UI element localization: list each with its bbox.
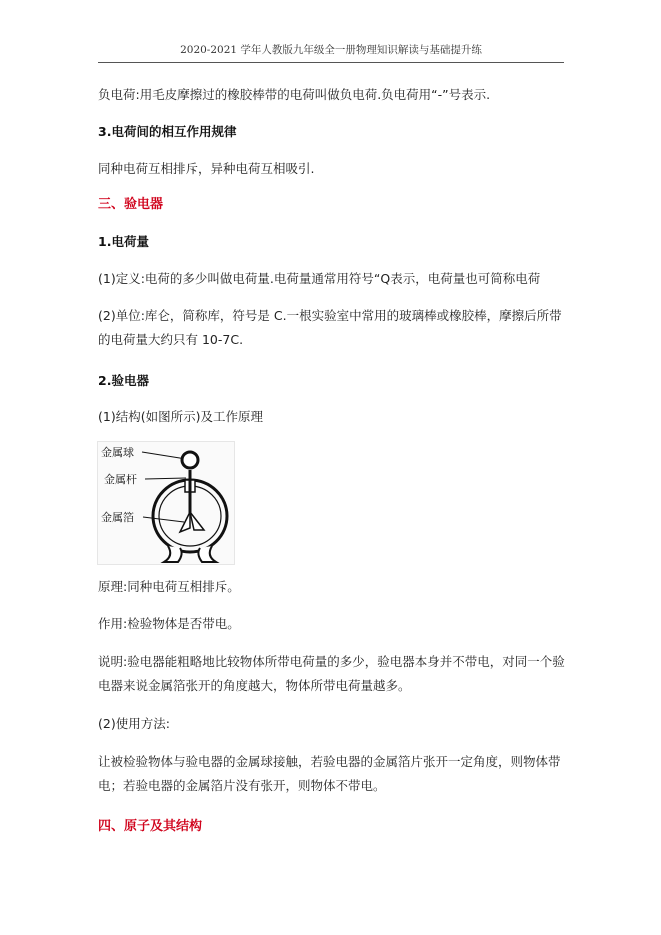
- charge-interaction-rule: 同种电荷互相排斥，异种电荷互相吸引.: [98, 161, 315, 176]
- metal-foil-right: [190, 512, 204, 530]
- section-four-title: 四、原子及其结构: [98, 819, 203, 834]
- electroscope-diagram: [98, 442, 234, 564]
- stand-left: [164, 546, 182, 562]
- heading-charge-quantity: 1.电荷量: [98, 234, 149, 249]
- stand-right: [198, 546, 216, 562]
- function-text: 作用:检验物体是否带电。: [98, 616, 240, 631]
- label-metal-ball: 金属球: [101, 446, 134, 459]
- principle-text: 原理:同种电荷互相排斥。: [98, 579, 240, 594]
- electroscope-structure: (1)结构(如图所示)及工作原理: [98, 409, 263, 424]
- charge-definition: (1)定义:电荷的多少叫做电荷量.电荷量通常用符号“Q表示，电荷量也可简称电荷: [98, 271, 541, 286]
- metal-ball: [182, 452, 198, 468]
- heading-electroscope: 2.验电器: [98, 373, 149, 388]
- label-metal-foil: 金属箔: [101, 511, 134, 524]
- header-divider: [98, 62, 564, 63]
- pointer-rod: [145, 478, 186, 479]
- pointer-ball: [142, 452, 186, 459]
- section-three-title: 三、验电器: [98, 197, 164, 212]
- negative-charge-text: 负电荷:用毛皮摩擦过的橡胶棒带的电荷叫做负电荷.负电荷用“-”号表示.: [98, 87, 491, 102]
- heading-charge-interaction: 3.电荷间的相互作用规律: [98, 124, 237, 139]
- pointer-foil: [143, 517, 184, 522]
- explanation-text: 说明:验电器能粗略地比较物体所带电荷量的多少，验电器本身并不带电，对同一个验电器来说金属箔张开的角度越大，物体所带电荷量越多。: [98, 654, 565, 693]
- usage-text: 让被检验物体与验电器的金属球接触，若验电器的金属箔片张开一定角度，则物体带电；若验电器的金属箔片没有张开，则物体不带电。: [98, 754, 561, 793]
- label-metal-rod: 金属杆: [104, 473, 137, 486]
- usage-title: (2)使用方法:: [98, 716, 170, 731]
- charge-unit: (2)单位:库仑，简称库，符号是 C.一根实验室中常用的玻璃棒或橡胶棒，摩擦后所带的电荷量大约只有 10-7C.: [98, 308, 562, 347]
- electroscope-figure: [97, 441, 235, 565]
- page-header: 2020-2021 学年人教版九年级全一册物理知识解读与基础提升练: [180, 44, 482, 56]
